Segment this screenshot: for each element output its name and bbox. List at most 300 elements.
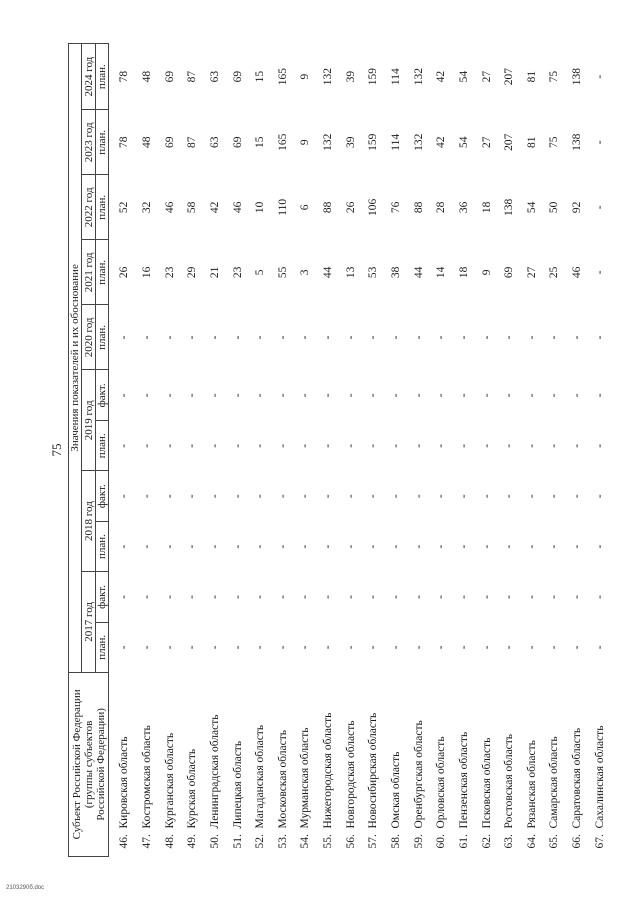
value-cell: - [299, 595, 312, 599]
value-cell: - [571, 595, 584, 599]
value-cell: - [186, 443, 199, 448]
value-cell: - [322, 544, 335, 549]
value-cell: - [390, 595, 402, 599]
value-cell: 23 [163, 266, 176, 279]
region-name: Орловская область [435, 736, 448, 829]
value-cell: 29 [186, 266, 199, 279]
value-cell: - [231, 494, 244, 499]
plan-header: план. [96, 240, 109, 305]
value-cell: - [208, 443, 221, 448]
value-cell: 69 [231, 136, 244, 149]
value-cell: 36 [457, 201, 470, 214]
value-cell: - [390, 645, 402, 650]
value-cell: - [254, 595, 267, 599]
row-number: 66. [571, 834, 584, 849]
value-cell: - [390, 335, 402, 340]
region-name: Сахалинская область [593, 725, 606, 829]
value-cell: - [140, 443, 153, 448]
value-cell: 9 [480, 269, 493, 276]
table-row [362, 44, 385, 857]
value-cell: 48 [140, 70, 153, 83]
rotated-page [48, 43, 604, 857]
value-cell: - [548, 645, 561, 650]
value-cell: - [435, 645, 448, 650]
value-cell: - [163, 443, 176, 448]
value-cell: - [367, 335, 380, 340]
table-body [109, 44, 612, 857]
value-cell: 46 [231, 201, 244, 214]
value-cell: 46 [163, 201, 176, 214]
value-cell: 75 [548, 70, 561, 83]
value-cell: 75 [548, 136, 561, 149]
value-cell: 207 [503, 133, 516, 151]
row-number: 60. [435, 834, 448, 849]
value-cell: - [163, 595, 176, 599]
row-number: 64. [525, 834, 538, 849]
value-cell: 69 [163, 136, 176, 149]
value-cell: - [299, 393, 312, 398]
value-cell: - [571, 645, 584, 650]
row-number: 56. [344, 834, 357, 849]
value-cell: - [435, 494, 448, 499]
value-cell: - [140, 645, 153, 650]
value-cell: - [299, 443, 312, 448]
value-cell: - [593, 595, 606, 599]
value-cell: - [299, 645, 312, 650]
value-cell: 21 [208, 266, 221, 279]
value-cell: - [140, 595, 153, 599]
value-cell: 159 [367, 133, 380, 151]
value-cell: - [344, 595, 357, 599]
region-name: Липецкая область [231, 740, 244, 829]
value-cell: - [208, 494, 221, 499]
row-number: 58. [390, 834, 402, 849]
value-cell: - [344, 544, 357, 549]
value-cell: - [480, 335, 493, 340]
value-cell: 88 [412, 201, 425, 214]
year-header: 2017 год [82, 571, 96, 672]
value-cell: 58 [186, 201, 199, 214]
table-row [521, 44, 544, 857]
value-cell: - [412, 595, 425, 599]
value-cell: - [593, 270, 606, 275]
value-cell: - [118, 544, 131, 549]
value-cell: - [480, 544, 493, 549]
table-row [588, 44, 611, 857]
table-row [249, 44, 272, 857]
value-cell: 48 [140, 136, 153, 149]
plan-header: план. [96, 421, 109, 471]
value-cell: 44 [412, 266, 425, 279]
fact-header: факт. [96, 471, 109, 522]
table-row [498, 44, 521, 857]
value-cell: - [118, 335, 131, 340]
value-cell: - [276, 544, 289, 549]
region-name: Костромская область [140, 725, 153, 829]
region-name: Курганская область [163, 732, 176, 829]
value-cell: - [548, 544, 561, 549]
region-name: Омская область [390, 751, 402, 829]
table-row [136, 44, 159, 857]
year-header: 2022 год [82, 175, 96, 240]
value-cell: 50 [548, 201, 561, 214]
table-row [407, 44, 430, 857]
value-cell: 44 [322, 266, 335, 279]
value-cell: 87 [186, 70, 199, 83]
value-cell: - [593, 393, 606, 398]
value-cell: 27 [480, 70, 493, 83]
value-cell: - [457, 645, 470, 650]
row-number: 57. [367, 834, 380, 849]
value-cell: - [322, 335, 335, 340]
region-name: Рязанская область [525, 740, 538, 829]
table-row [109, 44, 136, 857]
value-cell: 9 [299, 139, 312, 146]
value-cell: - [208, 645, 221, 650]
value-cell: - [231, 335, 244, 340]
value-cell: - [593, 205, 606, 210]
value-cell: 53 [367, 266, 380, 279]
value-cell: - [344, 335, 357, 340]
value-cell: - [186, 645, 199, 650]
value-cell: 32 [140, 201, 153, 214]
value-cell: 69 [503, 266, 516, 279]
plan-header: план. [96, 522, 109, 572]
row-number: 47. [140, 834, 153, 849]
value-cell: - [503, 494, 516, 499]
value-cell: - [593, 443, 606, 448]
row-number: 59. [412, 834, 425, 849]
value-cell: - [435, 595, 448, 599]
value-cell: 52 [118, 201, 131, 214]
value-cell: 159 [367, 68, 380, 86]
value-cell: - [480, 645, 493, 650]
subject-header [69, 672, 109, 856]
value-cell: - [276, 595, 289, 599]
row-number: 53. [276, 834, 289, 849]
value-cell: - [367, 645, 380, 650]
value-cell: - [344, 494, 357, 499]
value-cell: - [525, 494, 538, 499]
value-cell: 106 [367, 198, 380, 216]
table-row [294, 44, 317, 857]
value-cell: 69 [231, 70, 244, 83]
value-cell: 81 [525, 136, 538, 149]
value-cell: 39 [344, 70, 357, 83]
region-name: Ростовская область [503, 733, 516, 829]
region-name: Магаданская область [254, 724, 267, 829]
value-cell: - [457, 393, 470, 398]
value-cell: - [299, 544, 312, 549]
value-cell: - [593, 335, 606, 340]
value-cell: 27 [525, 266, 538, 279]
value-cell: - [186, 335, 199, 340]
fact-header: факт. [96, 370, 109, 421]
value-cell: - [118, 595, 131, 599]
row-number: 51. [231, 834, 244, 849]
value-cell: 38 [390, 266, 402, 279]
value-cell: 16 [140, 266, 153, 279]
row-number: 52. [254, 834, 267, 849]
value-cell: - [390, 443, 402, 448]
value-cell: - [593, 544, 606, 549]
value-cell: 88 [322, 201, 335, 214]
value-cell: 9 [299, 73, 312, 80]
value-cell: - [276, 443, 289, 448]
value-cell: 28 [435, 201, 448, 214]
row-number: 48. [163, 834, 176, 849]
value-cell: 132 [412, 68, 425, 86]
table-row [430, 44, 453, 857]
value-cell: 63 [208, 70, 221, 83]
region-name: Новгородская область [344, 720, 357, 829]
value-cell: - [412, 393, 425, 398]
value-cell: 3 [299, 269, 312, 276]
value-cell: - [140, 544, 153, 549]
value-cell: 63 [208, 136, 221, 149]
value-cell: 54 [525, 201, 538, 214]
value-cell: - [412, 335, 425, 340]
value-cell: - [344, 645, 357, 650]
value-cell: - [186, 393, 199, 398]
value-cell: 78 [118, 70, 131, 83]
row-number: 54. [299, 834, 312, 849]
value-cell: - [571, 544, 584, 549]
table-row [204, 44, 227, 857]
value-cell: - [435, 443, 448, 448]
value-cell: - [254, 645, 267, 650]
value-cell: - [480, 393, 493, 398]
value-cell: - [503, 645, 516, 650]
value-cell: - [186, 544, 199, 549]
value-cell: - [457, 595, 470, 599]
value-cell: - [412, 645, 425, 650]
value-cell: - [593, 140, 606, 145]
table-row [317, 44, 340, 857]
value-cell: - [254, 544, 267, 549]
value-cell: - [231, 595, 244, 599]
plan-header: план. [96, 622, 109, 672]
plan-header: план. [96, 44, 109, 110]
value-cell: - [503, 393, 516, 398]
value-cell: - [367, 494, 380, 499]
value-cell: 54 [457, 70, 470, 83]
table-row [158, 44, 181, 857]
region-name: Московская область [276, 729, 289, 829]
value-cell: - [525, 443, 538, 448]
value-cell: - [480, 595, 493, 599]
value-cell: - [548, 335, 561, 340]
table-row [566, 44, 589, 857]
value-cell: - [390, 494, 402, 499]
value-cell: 87 [186, 136, 199, 149]
value-cell: - [548, 393, 561, 398]
value-cell: - [322, 443, 335, 448]
value-cell: - [231, 393, 244, 398]
region-name: Курская область [186, 748, 199, 829]
value-cell: 26 [118, 266, 131, 279]
plan-header: план. [96, 305, 109, 370]
value-cell: - [457, 544, 470, 549]
value-cell: - [503, 443, 516, 448]
value-cell: 13 [344, 266, 357, 279]
value-cell: 42 [435, 136, 448, 149]
value-cell: 78 [118, 136, 131, 149]
row-number: 49. [186, 834, 199, 849]
value-cell: - [571, 335, 584, 340]
value-cell: - [208, 544, 221, 549]
value-cell: - [254, 443, 267, 448]
value-cell: 114 [390, 68, 402, 86]
value-cell: - [322, 494, 335, 499]
region-name: Псковская область [480, 737, 493, 829]
value-cell: - [525, 544, 538, 549]
value-cell: - [367, 544, 380, 549]
value-cell: - [186, 494, 199, 499]
year-header: 2019 год [82, 370, 96, 471]
table-row [543, 44, 566, 857]
value-cell: 132 [412, 133, 425, 151]
value-cell: - [299, 335, 312, 340]
value-cell: 15 [254, 136, 267, 149]
value-cell: - [276, 494, 289, 499]
value-cell: - [163, 335, 176, 340]
value-cell: - [254, 393, 267, 398]
value-cell: - [118, 645, 131, 650]
value-cell: 92 [571, 201, 584, 214]
value-cell: - [390, 393, 402, 398]
value-cell: 132 [322, 68, 335, 86]
value-cell: - [571, 393, 584, 398]
row-number: 61. [457, 834, 470, 849]
page-number: 75 [49, 443, 64, 457]
subject-header-line: Российской Федерации) [94, 708, 107, 821]
value-cell: - [412, 443, 425, 448]
value-cell: - [593, 494, 606, 499]
table-header [69, 44, 109, 857]
value-cell: - [208, 595, 221, 599]
value-cell: - [344, 443, 357, 448]
table-row [226, 44, 249, 857]
value-cell: 23 [231, 266, 244, 279]
value-cell: - [118, 393, 131, 398]
year-header: 2018 год [82, 471, 96, 572]
value-cell: 110 [276, 198, 289, 216]
value-cell: 25 [548, 266, 561, 279]
value-cell: 39 [344, 136, 357, 149]
row-number: 50. [208, 834, 221, 849]
value-cell: - [480, 443, 493, 448]
value-cell: - [480, 494, 493, 499]
row-number: 46. [118, 834, 131, 849]
value-cell: 14 [435, 266, 448, 279]
value-cell: 138 [571, 68, 584, 86]
table-row [385, 44, 408, 857]
row-number: 62. [480, 834, 493, 849]
footer-file-id: 2103290б.doc [6, 885, 45, 891]
value-cell: - [276, 393, 289, 398]
value-cell: 46 [571, 266, 584, 279]
value-cell: - [299, 494, 312, 499]
value-cell: - [548, 595, 561, 599]
indicators-table [68, 43, 611, 857]
value-cell: - [548, 443, 561, 448]
value-cell: - [457, 443, 470, 448]
value-cell: - [367, 393, 380, 398]
value-cell: - [390, 544, 402, 549]
value-cell: - [276, 645, 289, 650]
value-cell: 42 [435, 70, 448, 83]
value-cell: - [163, 393, 176, 398]
value-cell: - [435, 335, 448, 340]
value-cell: - [412, 494, 425, 499]
value-cell: 18 [480, 201, 493, 214]
value-cell: - [344, 393, 357, 398]
region-name: Оренбургская область [412, 720, 425, 829]
value-cell: - [231, 544, 244, 549]
value-cell: 138 [503, 198, 516, 216]
value-cell: - [276, 335, 289, 340]
table-row [271, 44, 294, 857]
value-cell: - [571, 494, 584, 499]
value-cell: - [503, 335, 516, 340]
subject-header-line: Субъект Российской Федерации [70, 689, 83, 840]
value-cell: - [231, 443, 244, 448]
region-name: Ленинградская область [208, 714, 221, 829]
value-cell: - [254, 494, 267, 499]
value-cell: - [118, 443, 131, 448]
value-cell: - [435, 393, 448, 398]
value-cell: - [186, 595, 199, 599]
value-cell: 10 [254, 201, 267, 214]
value-cell: - [254, 335, 267, 340]
values-title-header: Значения показателей и их обоснование [69, 44, 82, 673]
value-cell: 114 [390, 133, 402, 151]
value-cell: - [503, 544, 516, 549]
value-cell: - [140, 335, 153, 340]
row-number: 55. [322, 834, 335, 849]
value-cell: 165 [276, 68, 289, 86]
year-header: 2023 год [82, 110, 96, 175]
value-cell: 132 [322, 133, 335, 151]
value-cell: - [367, 443, 380, 448]
plan-header: план. [96, 175, 109, 240]
subject-header-line: (группы субъектов [82, 720, 95, 809]
value-cell: - [457, 335, 470, 340]
value-cell: 207 [503, 68, 516, 86]
value-cell: - [140, 494, 153, 499]
value-cell: 15 [254, 70, 267, 83]
table-row [475, 44, 498, 857]
value-cell: 81 [525, 70, 538, 83]
value-cell: - [367, 595, 380, 599]
value-cell: - [140, 393, 153, 398]
value-cell: - [163, 544, 176, 549]
year-header: 2020 год [82, 305, 96, 370]
region-name: Саратовская область [571, 727, 584, 829]
table-row [181, 44, 204, 857]
value-cell: 165 [276, 133, 289, 151]
table-row [339, 44, 362, 857]
value-cell: - [457, 494, 470, 499]
value-cell: - [163, 645, 176, 650]
value-cell: - [208, 335, 221, 340]
table-row [453, 44, 476, 857]
row-number: 67. [593, 834, 606, 849]
value-cell: - [548, 494, 561, 499]
value-cell: 42 [208, 201, 221, 214]
value-cell: 5 [254, 269, 267, 276]
